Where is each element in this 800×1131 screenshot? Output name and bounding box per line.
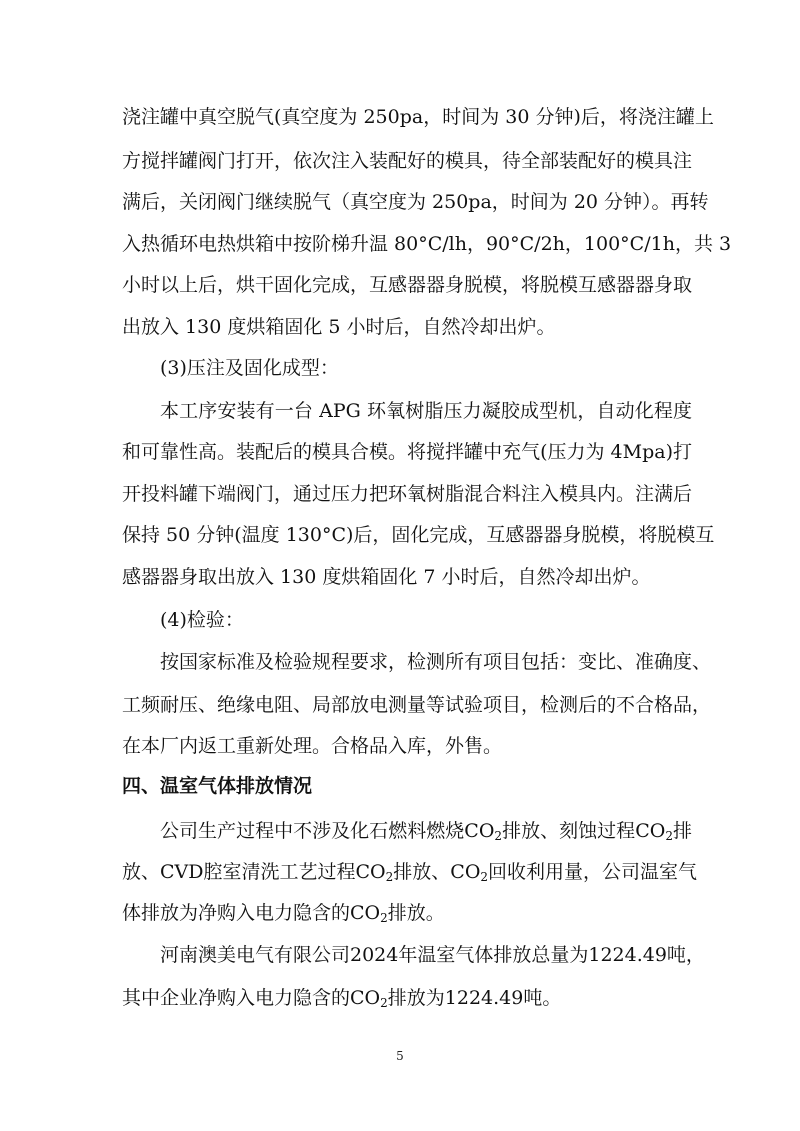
- paragraph-line: 河南澳美电气有限公司2024年温室气体排放总量为1224.49吨，: [160, 944, 705, 966]
- section-label: (4)检验：: [160, 609, 244, 631]
- paragraph-line: 入热循环电热烘箱中按阶梯升温 80°C/lh，90°C/2h，100°C/1h，共 3: [122, 233, 732, 255]
- paragraph-line: 工频耐压、绝缘电阻、局部放电测量等试验项目，检测后的不合格品，: [122, 694, 712, 716]
- paragraph-line: 本工序安装有一台 APG 环氧树脂压力凝胶成型机，自动化程度: [160, 400, 692, 422]
- paragraph-line: 按国家标准及检验规程要求，检测所有项目包括：变比、准确度、: [160, 651, 712, 673]
- subscript-two: 2: [380, 996, 388, 1010]
- subscript-two: 2: [494, 829, 503, 843]
- page-number: 5: [396, 1049, 404, 1063]
- paragraph-line: 开投料罐下端阀门，通过压力把环氧树脂混合料注入模具内。注满后: [122, 483, 693, 505]
- paragraph-line: 保持 50 分钟(温度 130°C)后，固化完成，互感器器身脱模，将脱模互: [122, 524, 715, 546]
- section-label: (3)压注及固化成型：: [160, 357, 339, 379]
- paragraph-line: 放、CVD腔室清洗工艺过程$CO_2$排放、$CO_2$回收利用量，公司温室气: [122, 861, 698, 884]
- subscript-two: 2: [665, 829, 673, 843]
- subscript-two: 2: [380, 911, 388, 925]
- paragraph-line: 满后，关闭阀门继续脱气（真空度为 250pa，时间为 20 分钟）。再转: [122, 191, 709, 213]
- paragraph-line: 公司生产过程中不涉及化石燃料燃烧$CO_2$排放、刻蚀过程$CO_2$排: [160, 820, 692, 843]
- subscript-two: 2: [385, 870, 394, 884]
- paragraph-line: 和可靠性高。装配后的模具合模。将搅拌罐中充气(压力为 4Mpa)打: [122, 441, 692, 463]
- paragraph-line: 体排放为净购入电力隐含的$CO_2$排放。: [122, 902, 445, 925]
- paragraph-line: 小时以上后，烘干固化完成，互感器器身脱模，将脱模互感器器身取: [122, 274, 693, 296]
- paragraph-line: 在本厂内返工重新处理。合格品入库，外售。: [122, 735, 503, 757]
- subscript-two: 2: [480, 870, 489, 884]
- paragraph-line: 方搅拌罐阀门打开，依次注入装配好的模具，待全部装配好的模具注: [122, 150, 693, 172]
- paragraph-line: 浇注罐中真空脱气(真空度为 250pa，时间为 30 分钟)后，将浇注罐上: [122, 106, 714, 128]
- section-heading: 四、温室气体排放情况: [122, 775, 313, 797]
- paragraph-line: 感器器身取出放入 130 度烘箱固化 7 小时后，自然冷却出炉。: [122, 566, 651, 588]
- paragraph-line: 其中企业净购入电力隐含的$CO_2$排放为1224.49吨。: [122, 987, 562, 1010]
- paragraph-line: 出放入 130 度烘箱固化 5 小时后，自然冷却出炉。: [122, 316, 556, 338]
